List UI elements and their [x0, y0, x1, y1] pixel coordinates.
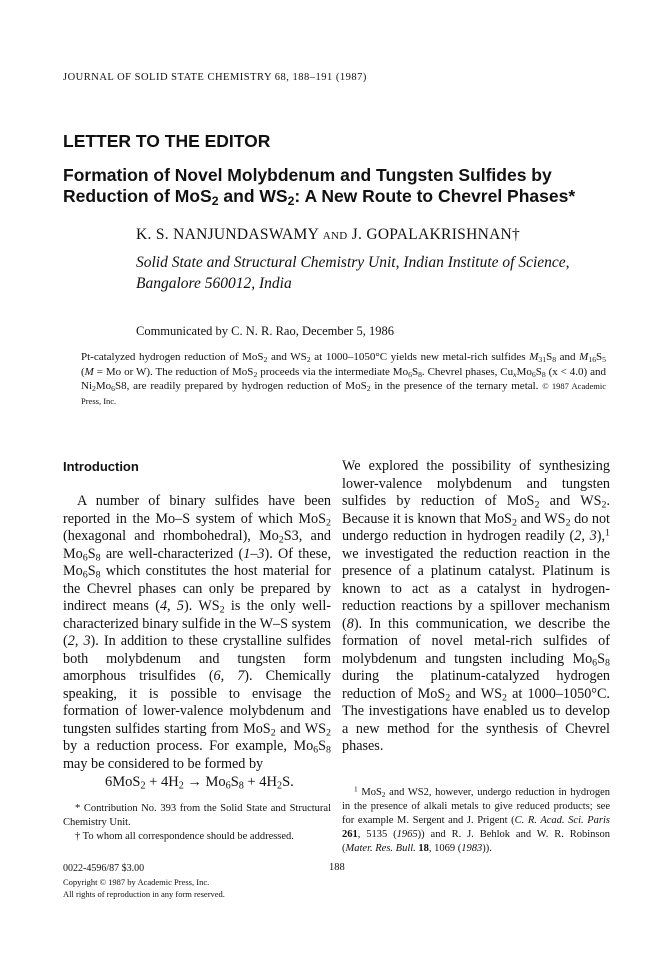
- article-title: Formation of Novel Molybdenum and Tungsten Sulfides by Reduction of MoS$_2$ and $WS_2$: A New Route to Chevrel Phases*: [63, 165, 576, 209]
- footnotes-left: [63, 802, 331, 844]
- abstract-text: Pt-catalyzed hydrogen reduction of MoS$_2$ and $WS_2$ at 1000–1050°C yields new metal-rich sulfides $M_{31}S_8$ and $M_{16}S_5$ (M = Mo or W). The reduction of MoS$_2$ proceeds via the intermediate $Mo_6S_8$. Chevrel phases, $Cu_xMo_6S_8$ (x < 4.0) and $Ni_2Mo_6S8$, are readily prepared by hydrogen reduction of MoS$_2$ in the presence of the ternary metal.: [81, 351, 607, 393]
- footnote-contribution: * Contribution No. 393 from the Solid State and Structural Chemistry Unit.: [63, 803, 331, 828]
- author-2: J. GOPALAKRISHNAN†: [351, 226, 521, 243]
- imprint: [63, 863, 225, 901]
- journal-header: JOURNAL OF SOLID STATE CHEMISTRY 68, 188–191 (1987): [63, 72, 367, 83]
- left-column: [63, 458, 331, 773]
- right-column: [342, 458, 610, 756]
- footnote-right: [342, 786, 610, 856]
- page-number: 188: [329, 862, 345, 873]
- intro-paragraph: A number of binary sulfides have been reported in the Mo–S system of which MoS$_2$ (hexagonal and rhombohedral), $Mo_2S3$, and $Mo_6S_8$ are well-characterized (1–3). Of these, $Mo_6S_8$ which constitutes the host material for the Chevrel phases can only be prepared by indirect means (4, 5). $WS_2$ is the only well-characterized binary sulfide in the W–S system (2, 3). In addition to these crystalline sulfides both molybdenum and tungsten form amorphous trisulfides (6, 7). Chemically speaking, it is possible to envisage the formation of lower-valence molybdenum and tungsten sulfides starting from MoS$_2$ and $WS_2$ by a reduction process. For example, $Mo_6S_8$ may be considered to be formed by: [63, 493, 332, 772]
- body-paragraph: We explored the possibility of synthesizing lower-valence molybdenum and tungsten sulfides by reduction of MoS$_2$ and $WS_2$. Because it is known that MoS$_2$ and $WS_2$ do not undergo reduction in hydrogen readily (2, 3),$^1$ we investigated the reduction reaction in the presence of a platinum catalyst. Platinum is known to act as a catalyst in hydrogen-reduction reactions by a spillover mechanism (8). In this communication, we describe the formation of novel metal-rich sulfides of molybdenum and tungsten including $Mo_6S_8$ during the platinum-catalyzed hydrogen reduction of MoS$_2$ and $WS_2$ at 1000–1050°C. The investigations have enabled us to develop a new method for the synthesis of Chevrel phases.: [342, 458, 611, 754]
- footnote-1: $^1$ MoS$_2$ and WS2, however, undergo reduction in hydrogen in the presence of alkali metals to give reduced products; see for example M. Sergent and J. Prigent (C. R. Acad. Sci. Paris 261, 5135 (1965)) and R. J. Behlok and W. R. Robinson (Mater. Res. Bull. 18, 1069 (1983)).: [342, 784, 610, 854]
- reaction-equation: $6MoS_2 + 4H_2 \to Mo_6S_8 + 4H_2S$.: [105, 774, 294, 792]
- rights-line: All rights of reproduction in any form reserved.: [63, 889, 225, 899]
- abstract: [81, 350, 606, 408]
- author-1: K. S. NANJUNDASWAMY: [136, 226, 319, 243]
- communicated-line: Communicated by C. N. R. Rao, December 5, 1986: [136, 324, 394, 338]
- affiliation: Solid State and Structural Chemistry Unit, Indian Institute of Science, Bangalore 560012, India: [136, 254, 570, 292]
- copyright-line: Copyright © 1987 by Academic Press, Inc.: [63, 876, 210, 887]
- section-label: LETTER TO THE EDITOR: [63, 131, 271, 151]
- issn-price: 0022-4596/87 $3.00: [63, 863, 145, 874]
- author-conjunction: AND: [322, 230, 348, 242]
- intro-heading: Introduction: [63, 459, 139, 474]
- abstract-copyright: © 1987 Academic Press, Inc.: [81, 381, 606, 406]
- footnote-correspondence: † To whom all correspondence should be addressed.: [75, 831, 294, 842]
- author-line: [136, 226, 520, 244]
